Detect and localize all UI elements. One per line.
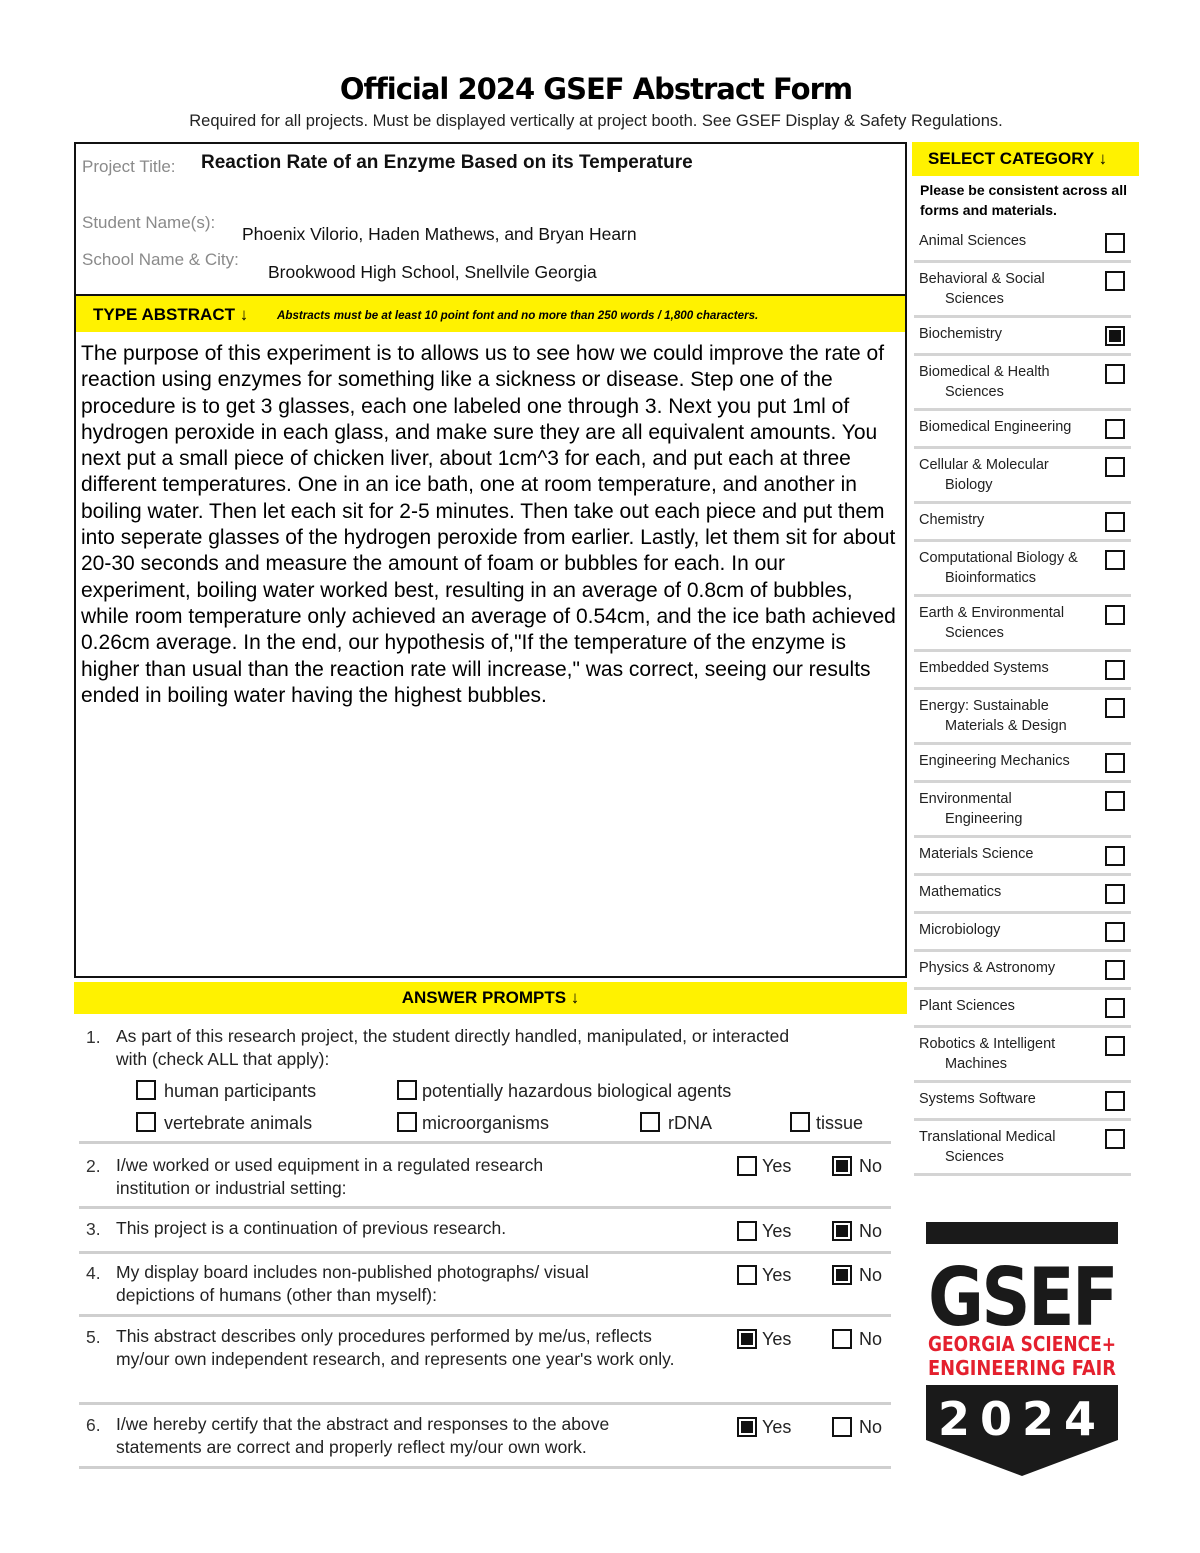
form-subtitle: Required for all projects. Must be displayed vertically at project booth. See GSEF Display & Safety Regulations. [189,112,1003,130]
q-divider [79,1402,891,1405]
category-label-line1: Engineering Mechanics [919,753,1070,769]
form-title: Official 2024 GSEF Abstract Form [339,72,853,106]
category-checkbox[interactable] [1105,922,1125,942]
q2-number: 2. [86,1156,101,1176]
category-item[interactable] [914,263,1131,318]
human-participants-label: human participants [164,1081,317,1101]
category-checkbox[interactable] [1105,660,1125,680]
project-title-value[interactable]: Reaction Rate of an Enzyme Based on its Temperature [201,152,693,173]
category-item[interactable] [914,1121,1131,1176]
logo-wordmark: GSEF [928,1251,1116,1344]
category-checkbox[interactable] [1105,998,1125,1018]
q2-yes-label: Yes [762,1156,792,1176]
category-label [919,548,1099,588]
category-item[interactable] [914,914,1131,952]
q6-yes-label: Yes [762,1417,792,1437]
category-item[interactable] [914,411,1131,449]
category-item[interactable] [914,597,1131,652]
q1-number: 1. [86,1027,101,1047]
category-item[interactable] [914,225,1131,263]
category-label-line2: Sciences [945,625,1004,641]
select-category-heading: SELECT CATEGORY ↓ [912,142,1139,176]
category-item[interactable] [914,356,1131,411]
category-checkbox[interactable] [1105,884,1125,904]
category-item[interactable] [914,1083,1131,1121]
category-item[interactable] [914,952,1131,990]
q2-text: I/we worked or used equipment in a regulated research institution or industrial setting: [116,1155,544,1198]
category-label-line1: Systems Software [919,1091,1036,1107]
category-checkbox[interactable] [1105,512,1125,532]
category-label-line1: Robotics & Intelligent [919,1036,1056,1052]
logo-year: 2024 [937,1392,1107,1446]
category-item[interactable] [914,990,1131,1028]
microorganisms-checkbox[interactable] [397,1112,417,1132]
category-label-line2: Engineering [945,811,1023,827]
q6-no-checkbox[interactable] [832,1417,852,1437]
category-label-line1: Plant Sciences [919,998,1015,1014]
q4-text: My display board includes non-published photographs/ visual depictions of humans (other than myself): [116,1262,589,1305]
q5-yes-checkbox[interactable] [737,1329,757,1349]
category-note: Please be consistent across all forms and materials. [920,182,1127,218]
category-checkbox[interactable] [1105,1036,1125,1056]
q4-no-label: No [859,1265,883,1285]
category-checkbox[interactable] [1105,698,1125,718]
category-checkbox[interactable] [1105,846,1125,866]
q3-no-checkbox[interactable] [832,1221,852,1241]
category-label-line1: Earth & Environmental [919,605,1065,621]
q-divider [79,1251,891,1254]
category-label [919,269,1099,309]
category-label [919,1127,1099,1167]
category-label-line1: Biomedical & Health [919,364,1050,380]
q6-yes-checkbox[interactable] [737,1417,757,1437]
category-label [919,920,1099,940]
category-checkbox[interactable] [1105,364,1125,384]
q6-number: 6. [86,1415,101,1435]
school-label: School Name & City: [82,250,239,269]
category-label-line1: Environmental [919,791,1012,807]
category-label-line2: Machines [945,1056,1008,1072]
school-value[interactable]: Brookwood High School, Snellvile Georgia [268,262,597,282]
q3-yes-label: Yes [762,1221,792,1241]
q4-yes-label: Yes [762,1265,792,1285]
category-label [919,958,1099,978]
student-names-label: Student Name(s): [82,213,216,232]
q-divider [79,1141,891,1144]
category-checkbox[interactable] [1105,960,1125,980]
category-label-line2: Sciences [945,291,1004,307]
category-label-line1: Biochemistry [919,326,1002,342]
category-checkbox[interactable] [1105,753,1125,773]
q4-number: 4. [86,1263,101,1283]
category-label [919,603,1099,643]
category-label [919,751,1099,771]
abstract-text[interactable]: The purpose of this experiment is to allows us to see how we could improve the rate of reaction using enzymes for something like a sickness or disease. Step one of the procedure is to get 3 glasses, each one labeled one through 3. Next you put 1ml of hydrogen peroxide in each glass, and make sure they are all equivalent amounts. You next put a small piece of chicken liver, about 1cm^3 for each, and put each at three different temperatures. One in an ice bath, one at room temperature, and another in boiling water. Then let each sit for 2-5 minutes. Then take out each piece and put them into seperate glasses of the hydrogen peroxide from earlier. Lastly, let them sit for about 20-30 seconds and measure the amount of foam or bubbles for each. In our experiment, boiling water worked best, resulting in an average of 0.8cm of bubbles, while room temperature only achieved an average of 0.54cm, and the ice bath achieved 0.26cm average. In the end, our hypothesis of,"If the temperature of the enzyme is higher than usual than the reaction rate will increase," was correct, seeing our results ended in boiling water having the highest bubbles. [81,342,896,707]
q3-yes-checkbox[interactable] [737,1221,757,1241]
q3-no-label: No [859,1221,883,1241]
category-label-line2: Biology [945,477,993,493]
category-label [919,1034,1099,1074]
category-label [919,789,1099,829]
q5-number: 5. [86,1327,101,1347]
tissue-label: tissue [816,1113,864,1133]
category-label-line1: Biomedical Engineering [919,419,1072,435]
logo-top-bar [926,1222,1118,1244]
category-label-line2: Materials & Design [945,718,1067,734]
category-item[interactable] [914,449,1131,504]
gsef-logo [926,1222,1118,1478]
q-divider [79,1466,891,1469]
category-label-line1: Chemistry [919,512,985,528]
q5-no-label: No [859,1329,883,1349]
hazardous-agents-label: potentially hazardous biological agents [422,1081,732,1101]
q4-yes-checkbox[interactable] [737,1265,757,1285]
q-divider [79,1206,891,1209]
category-label-line1: Materials Science [919,846,1034,862]
category-label-line1: Behavioral & Social [919,271,1045,287]
category-label [919,417,1099,437]
q1-text: As part of this research project, the student directly handled, manipulated, or interacted with (check ALL that apply): [116,1026,790,1069]
rdna-checkbox[interactable] [640,1112,660,1132]
q2-no-label: No [859,1156,883,1176]
category-label [919,1089,1099,1109]
category-label [919,882,1099,902]
vertebrate-animals-checkbox[interactable] [136,1112,156,1132]
q-divider [79,1314,891,1317]
category-label-line2: Sciences [945,384,1004,400]
category-label [919,231,1099,251]
tissue-checkbox[interactable] [790,1112,810,1132]
vertebrate-animals-label: vertebrate animals [164,1113,313,1133]
category-item[interactable] [914,745,1131,783]
category-label-line2: Bioinformatics [945,570,1037,586]
category-label [919,844,1099,864]
category-label-line1: Computational Biology & [919,550,1078,566]
category-label [919,996,1099,1016]
category-label [919,510,1099,530]
category-item[interactable] [914,542,1131,597]
category-label-line2: Sciences [945,1149,1004,1165]
category-checkbox[interactable] [1105,1129,1125,1149]
microorganisms-label: microorganisms [422,1113,550,1133]
human-participants-checkbox[interactable] [136,1080,156,1100]
rdna-label: rDNA [668,1113,712,1133]
category-label [919,455,1099,495]
category-label-line1: Microbiology [919,922,1001,938]
category-item[interactable] [914,690,1131,745]
category-item[interactable] [914,652,1131,690]
q2-yes-checkbox[interactable] [737,1156,757,1176]
category-checkbox[interactable] [1105,1091,1125,1111]
category-label [919,696,1099,736]
category-checkbox[interactable] [1105,419,1125,439]
q5-no-checkbox[interactable] [832,1329,852,1349]
category-checkbox[interactable] [1105,233,1125,253]
q3-text: This project is a continuation of previous research. [116,1218,507,1238]
q5-yes-label: Yes [762,1329,792,1349]
type-abstract-bar [76,296,905,332]
hazardous-agents-checkbox[interactable] [397,1080,417,1100]
q2-no-checkbox[interactable] [832,1156,852,1176]
category-checkbox[interactable] [1105,605,1125,625]
abstract-rules-note: Abstracts must be at least 10 point font and no more than 250 words / 1,800 characters. [277,309,759,322]
category-checkbox[interactable] [1105,457,1125,477]
category-label [919,658,1099,678]
category-label-line1: Translational Medical [919,1129,1056,1145]
category-label-line1: Animal Sciences [919,233,1027,249]
q6-text: I/we hereby certify that the abstract and responses to the above statements are correct and properly reflect my/our own work. [116,1414,610,1457]
category-item[interactable] [914,504,1131,542]
category-item[interactable] [914,783,1131,838]
logo-line-2: ENGINEERING FAIR [928,1356,1116,1380]
category-checkbox[interactable] [1105,271,1125,291]
category-item[interactable] [914,318,1131,356]
project-box [74,142,907,978]
category-label-line1: Mathematics [919,884,1002,900]
type-abstract-heading: TYPE ABSTRACT ↓ [93,305,249,324]
category-label-line1: Cellular & Molecular [919,457,1049,473]
q3-number: 3. [86,1219,101,1239]
category-item[interactable] [914,876,1131,914]
q5-text: This abstract describes only procedures performed by me/us, reflects my/our own independent research, and represents one year's work only. [116,1326,675,1369]
category-label [919,362,1099,402]
category-checkbox[interactable] [1105,791,1125,811]
category-checkbox[interactable] [1105,326,1125,346]
project-title-label: Project Title: [82,157,176,176]
student-names-value[interactable]: Phoenix Vilorio, Haden Mathews, and Bryan Hearn [242,224,637,244]
category-checkbox[interactable] [1105,550,1125,570]
q6-no-label: No [859,1417,883,1437]
category-label-line1: Embedded Systems [919,660,1049,676]
category-label-line1: Physics & Astronomy [919,960,1056,976]
category-label-line1: Energy: Sustainable [919,698,1049,714]
category-label [919,324,1099,344]
q4-no-checkbox[interactable] [832,1265,852,1285]
answer-prompts-heading: ANSWER PROMPTS ↓ [74,982,907,1014]
category-item[interactable] [914,838,1131,876]
logo-line-1: GEORGIA SCIENCE+ [928,1332,1116,1356]
category-item[interactable] [914,1028,1131,1083]
